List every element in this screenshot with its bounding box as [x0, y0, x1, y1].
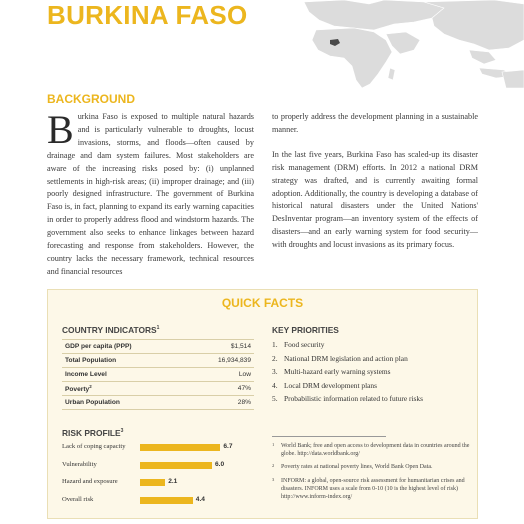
indicator-row	[62, 396, 254, 410]
indicator-label: Income Level	[62, 368, 187, 382]
footnote-divider	[272, 436, 386, 437]
risk-value-label: 6.0	[215, 460, 225, 468]
map-landmass-australia	[502, 70, 524, 88]
risk-value-label: 6.7	[223, 443, 233, 450]
indicator-label: GDP per capita (PPP)	[62, 340, 187, 354]
risk-label: Hazard and exposure	[62, 478, 118, 485]
risk-bar	[140, 462, 212, 469]
risk-value-label: 4.4	[195, 495, 205, 503]
indicator-row	[62, 340, 254, 354]
indicator-value: $1,514	[187, 340, 254, 354]
risk-label: Vulnerability	[62, 460, 97, 468]
priority-number: 3.	[272, 367, 278, 377]
world-map-locator	[274, 0, 524, 88]
priority-item	[272, 394, 423, 408]
background-heading: BACKGROUND	[47, 92, 135, 106]
background-paragraph-2: to properly address the development planning in a sustainable manner.	[272, 112, 478, 134]
map-landmass-europe	[304, 0, 444, 30]
country-indicators-table	[62, 339, 254, 410]
indicator-row	[62, 382, 254, 396]
risk-value-label: 2.1	[168, 478, 178, 485]
priority-text: Probabilistic information related to future risks	[284, 394, 423, 404]
priority-item	[272, 340, 423, 354]
risk-row	[62, 443, 262, 453]
background-column-left	[47, 107, 254, 291]
footnotes	[272, 442, 472, 506]
risk-profile-heading: RISK PROFILE$^3$	[62, 428, 124, 438]
indicator-label: Poverty$^2$	[62, 382, 187, 396]
indicator-row	[62, 354, 254, 368]
indicator-value: 16,934,839	[187, 354, 254, 368]
indicator-value: 47%	[187, 382, 254, 396]
priority-item	[272, 367, 423, 381]
risk-bar	[140, 497, 193, 504]
priority-text: Multi-hazard early warning systems	[284, 367, 391, 377]
risk-bar	[140, 479, 165, 486]
risk-row	[62, 496, 262, 506]
priority-text: Local DRM development plans	[284, 380, 377, 390]
key-priorities-heading: KEY PRIORITIES	[272, 325, 339, 335]
priority-text: Food security	[284, 340, 325, 349]
risk-row	[62, 478, 262, 488]
indicator-label: Total Population	[62, 354, 187, 368]
quick-facts-title: QUICK FACTS	[221, 296, 304, 310]
map-landmass-madagascar	[388, 68, 395, 80]
footnote: 2 Poverty rates at national poverty lines, World Bank Open Data.	[272, 463, 433, 471]
footnote: 3 INFORM: a global, open-source risk assessment for humanitarian crises and disasters. INFORM uses a scale from 0-10 (10 is the highest level of risk) http://www.inform-index.org/	[272, 476, 465, 501]
indicator-value: Low	[187, 368, 254, 382]
priority-number: 5.	[272, 394, 278, 404]
risk-row	[62, 461, 262, 471]
priority-number: 2.	[272, 353, 278, 363]
map-landmass-africa	[312, 28, 392, 88]
key-priorities-list	[272, 340, 423, 408]
background-column-right	[272, 111, 478, 264]
background-paragraph-3: In the last five years, Burkina Faso has scaled-up its disaster risk management (DRM) efforts. In 2012 a national DRM strategy was drafted, and is currently awaiting formal adoption. Additionally, the country is developing a database of historical natural disasters under the United Nations' DesInventar program—an inventory system of the effects of disasters—and an early warning system for food security—with droughts and locust invasions as its primary focus.	[272, 149, 478, 250]
indicator-value: 28%	[187, 396, 254, 410]
risk-bar	[140, 444, 220, 451]
priority-text: National DRM legislation and action plan	[284, 353, 408, 363]
priority-item	[272, 381, 423, 395]
risk-label: Lack of coping capacity	[62, 443, 126, 450]
risk-label: Overall risk	[62, 495, 94, 503]
footnote: 1 World Bank; free and open access to development data in countries around the globe. http://data.worldbank.org/	[272, 442, 470, 458]
map-landmass-southeast-asia	[469, 50, 496, 64]
indicator-row	[62, 368, 254, 382]
priority-item	[272, 354, 423, 368]
country-indicators-heading: COUNTRY INDICATORS$^1$	[62, 325, 160, 335]
quick-facts-panel	[47, 289, 478, 519]
priority-number: 4.	[272, 380, 278, 390]
indicator-label: Urban Population	[62, 396, 187, 410]
drop-cap: B	[47, 107, 74, 152]
background-paragraph-1: Burkina Faso is exposed to multiple natural hazards and is particularly vulnerable to droughts, locust invasions, storms, and floods—often caused by drainage and dam system failures. Most stakeholders are aware of the increasing risks posed by: (i) unplanned settlements in high-risk areas; (ii) improper drainage; and (iii) poorly designed infrastructure. The government of Burkina Faso is, in fact, planning to expand its early warning capacities in order to properly address flood and windstorm hazards. The government also seeks to enhance linkages between hazard forecasting and response from stakeholders. However, the country lacks the necessary framework, technical resources and financial resources	[47, 107, 254, 276]
page-title: BURKINA FASO	[47, 0, 248, 30]
priority-number: 1.	[272, 340, 278, 349]
